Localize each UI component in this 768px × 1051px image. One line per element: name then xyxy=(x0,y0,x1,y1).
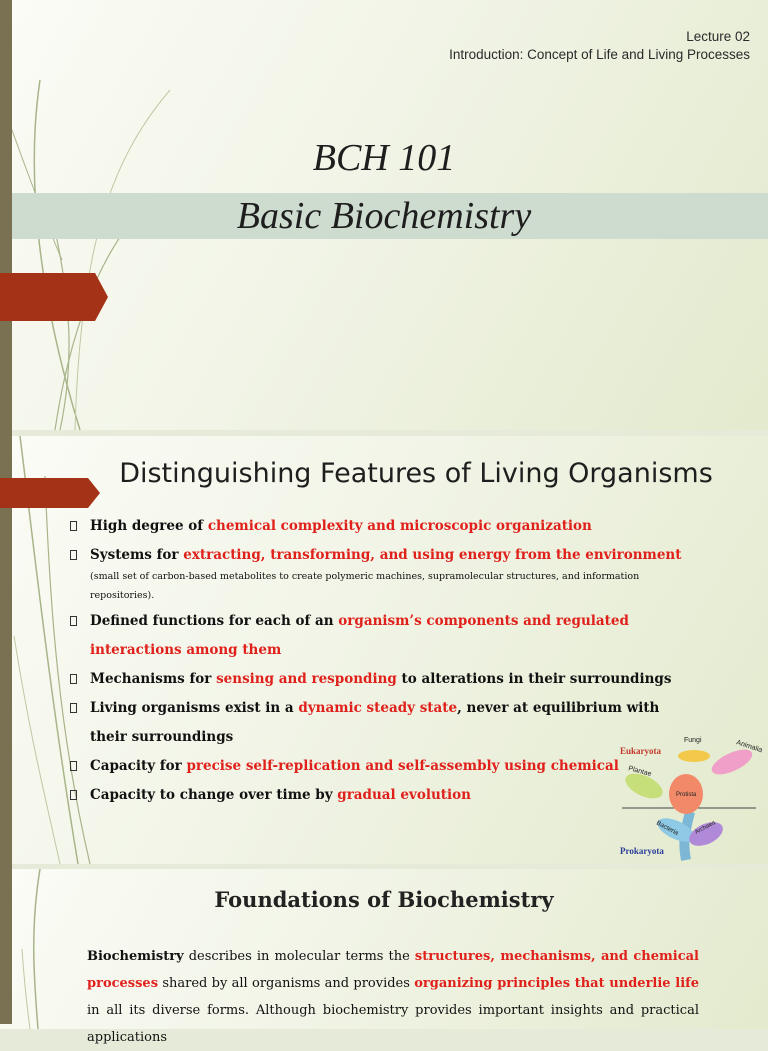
bullet-box-icon xyxy=(70,521,77,531)
feature-item: Capacity to change over time by gradual evolution xyxy=(68,781,688,810)
feature-item: Capacity for precise self-replication and self-assembly using chemical xyxy=(68,752,688,781)
fungi-branch xyxy=(678,750,710,762)
lecture-title: Introduction: Concept of Life and Living Processes xyxy=(449,47,750,62)
lecture-number: Lecture 02 xyxy=(686,29,750,44)
tree-label: Prokaryota xyxy=(620,846,664,856)
slide-3-foundations xyxy=(0,869,768,1045)
bullet-box-icon xyxy=(70,550,77,560)
tree-label: Archaea xyxy=(694,819,717,836)
lecture-header xyxy=(449,28,750,64)
bullet-box-icon xyxy=(70,674,77,684)
bullet-box-icon xyxy=(70,616,77,626)
bullet-box-icon xyxy=(70,790,77,800)
feature-item: High degree of chemical complexity and microscopic organization xyxy=(68,512,688,541)
course-name: Basic Biochemistry xyxy=(236,195,532,237)
tree-label: Bacteria xyxy=(655,819,680,837)
left-accent-bar xyxy=(0,0,12,1024)
slide-title: Distinguishing Features of Living Organisms xyxy=(119,458,713,489)
bullet-box-icon xyxy=(70,761,77,771)
feature-item: Defined functions for each of an organism’s components and regulated interactions among them xyxy=(68,607,688,665)
tree-label: Fungi xyxy=(684,737,702,744)
slide-tag-arrow xyxy=(0,478,100,508)
intro-paragraph: Biochemistry describes in molecular terms the structures, mechanisms, and chemical processes shared by all organisms and provides organizing principles that underlie life in all its diverse forms. Although biochemistry provides important insights and practical applications xyxy=(87,949,699,1045)
slide-2-features xyxy=(0,436,768,864)
tree-label: Protista xyxy=(676,792,697,798)
feature-item: Systems for extracting, transforming, and using energy from the environment xyxy=(68,541,688,570)
tree-label: Plantae xyxy=(627,765,653,779)
course-code: BCH 101 xyxy=(312,137,456,179)
slide-title: Foundations of Biochemistry xyxy=(214,887,554,912)
energy-note: (small set of carbon-based metabolites to create polymeric machines, supramolecular structures, and information repositories). xyxy=(90,571,640,601)
feature-item: Mechanisms for sensing and responding to alterations in their surroundings xyxy=(68,665,688,694)
tree-label: Eukaryota xyxy=(620,746,662,756)
bullet-box-icon xyxy=(70,703,77,713)
feature-item: Living organisms exist in a dynamic steady state, never at equilibrium with their surroundings xyxy=(68,694,688,752)
slide-1-title xyxy=(0,0,768,430)
slide-tag-arrow xyxy=(0,273,108,321)
tree-label: Animalia xyxy=(735,739,764,755)
tree-of-life-figure xyxy=(616,734,762,862)
feature-list xyxy=(68,512,688,810)
